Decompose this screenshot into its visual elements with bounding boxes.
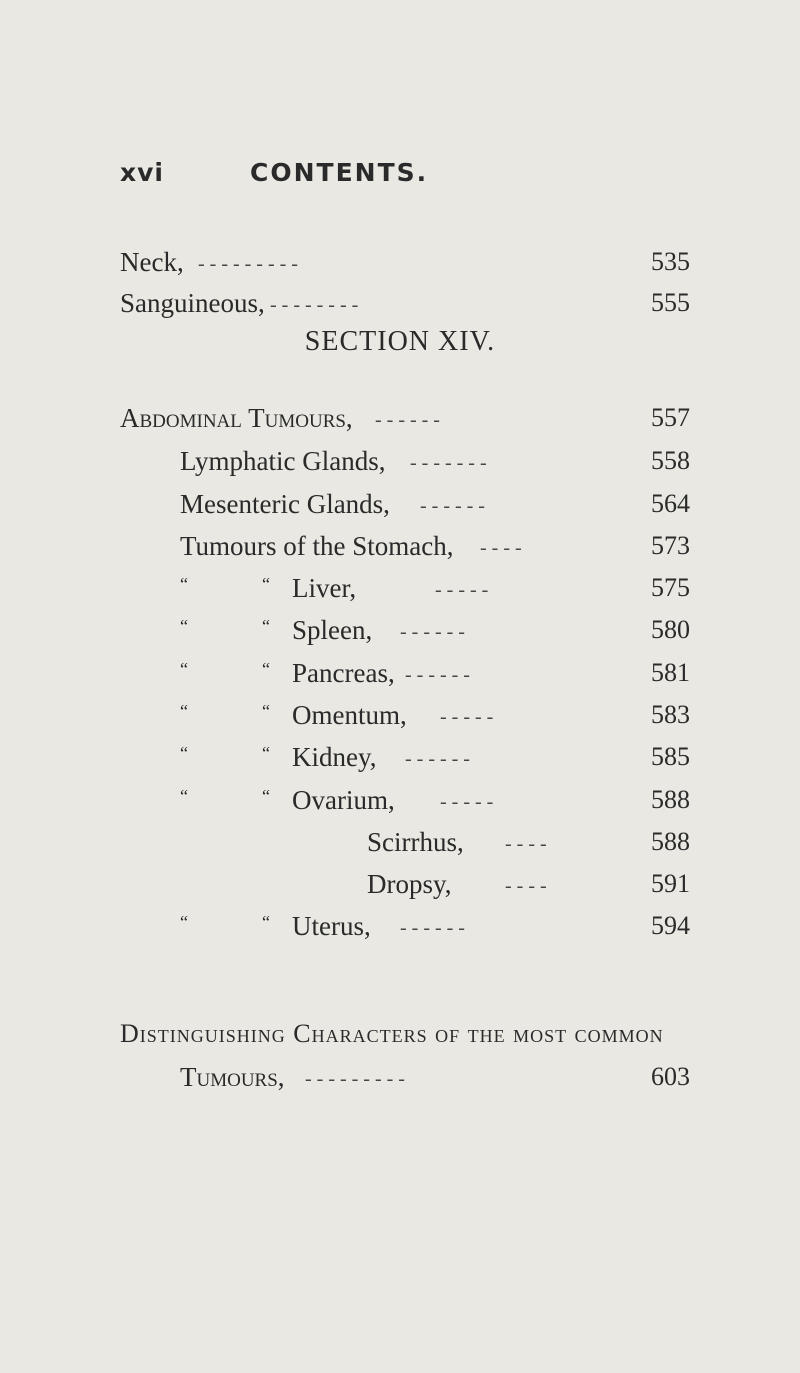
toc-leader: - - - - - <box>435 579 489 601</box>
toc-page-number: 558 <box>651 446 690 475</box>
toc-leader: - - - - - - <box>420 495 485 517</box>
ditto-mark: “ <box>262 743 270 763</box>
toc-entry-label: Sanguineous, <box>120 288 265 318</box>
toc-leader: - - - - - - - - - <box>305 1068 405 1090</box>
toc-entry <box>0 570 800 606</box>
toc-entry-label: Scirrhus, <box>367 827 464 857</box>
toc-entry-label: Tumours, <box>180 1062 285 1092</box>
ditto-mark: “ <box>180 912 188 932</box>
toc-entry <box>0 486 800 522</box>
toc-entry-heading: Distinguishing Characters of the most common <box>120 1019 664 1048</box>
ditto-mark: “ <box>262 574 270 594</box>
toc-entry-label: Abdominal Tumours, <box>120 403 353 433</box>
ditto-mark: “ <box>180 659 188 679</box>
page-title: CONTENTS. <box>250 158 429 187</box>
toc-page-number: 581 <box>651 658 690 687</box>
toc-leader: - - - - - - <box>400 621 465 643</box>
toc-leader: - - - - <box>505 833 547 855</box>
toc-leader: - - - - - - - - - <box>198 253 298 275</box>
page-number-roman: xvi <box>120 158 164 187</box>
toc-entry <box>0 443 800 479</box>
toc-entry <box>0 528 800 564</box>
ditto-mark: “ <box>180 701 188 721</box>
toc-page-number: 588 <box>651 827 690 856</box>
toc-entry <box>0 655 800 691</box>
toc-entry-label: Pancreas, <box>292 658 395 688</box>
toc-entry <box>0 285 800 321</box>
toc-page-number: 591 <box>651 869 690 898</box>
toc-leader: - - - - - <box>440 791 494 813</box>
toc-entry-label: Mesenteric Glands, <box>180 489 390 519</box>
toc-entry <box>0 908 800 944</box>
ditto-mark: “ <box>180 616 188 636</box>
toc-entry-label: Liver, <box>292 573 357 603</box>
toc-entry <box>0 244 800 280</box>
toc-page-number: 594 <box>651 911 690 940</box>
toc-page-number: 588 <box>651 785 690 814</box>
toc-leader: - - - - - - <box>375 409 440 431</box>
toc-page-number: 583 <box>651 700 690 729</box>
toc-leader: - - - - <box>480 537 522 559</box>
toc-leader: - - - - - <box>440 706 494 728</box>
toc-entry <box>0 1059 800 1095</box>
toc-entry <box>0 612 800 648</box>
ditto-mark: “ <box>180 786 188 806</box>
toc-entry <box>0 697 800 733</box>
toc-entry-label: Neck, <box>120 247 184 277</box>
toc-entry <box>0 824 800 860</box>
toc-page-number: 603 <box>651 1062 690 1091</box>
ditto-mark: “ <box>180 743 188 763</box>
ditto-mark: “ <box>262 912 270 932</box>
ditto-mark: “ <box>262 786 270 806</box>
toc-entry <box>0 866 800 902</box>
toc-page-number: 575 <box>651 573 690 602</box>
page-header <box>0 158 800 198</box>
toc-page-number: 585 <box>651 742 690 771</box>
toc-entry-label: Kidney, <box>292 742 377 772</box>
toc-page-number: 573 <box>651 531 690 560</box>
toc-leader: - - - - - - - - <box>270 294 359 316</box>
ditto-mark: “ <box>262 616 270 636</box>
toc-entry-label: Tumours of the Stomach, <box>180 531 454 561</box>
toc-page-number: 564 <box>651 489 690 518</box>
toc-leader: - - - - - - <box>400 917 465 939</box>
toc-entry-label: Spleen, <box>292 615 373 645</box>
toc-leader: - - - - <box>505 875 547 897</box>
toc-entry-label: Dropsy, <box>367 869 452 899</box>
section-heading: SECTION XIV. <box>304 326 496 357</box>
toc-page-number: 580 <box>651 615 690 644</box>
toc-page-number: 557 <box>651 403 690 432</box>
ditto-mark: “ <box>262 701 270 721</box>
ditto-mark: “ <box>180 574 188 594</box>
toc-entry <box>0 400 800 436</box>
toc-leader: - - - - - - <box>405 748 470 770</box>
toc-leader: - - - - - - - <box>410 452 487 474</box>
toc-entry-label: Omentum, <box>292 700 407 730</box>
toc-entry-label: Lymphatic Glands, <box>180 446 386 476</box>
toc-entry <box>0 739 800 775</box>
toc-leader: - - - - - - <box>405 664 470 686</box>
toc-entry-label: Uterus, <box>292 911 371 941</box>
toc-entry <box>0 782 800 818</box>
toc-entry-label: Ovarium, <box>292 785 395 815</box>
toc-page-number: 535 <box>651 247 690 276</box>
ditto-mark: “ <box>262 659 270 679</box>
toc-page-number: 555 <box>651 288 690 317</box>
